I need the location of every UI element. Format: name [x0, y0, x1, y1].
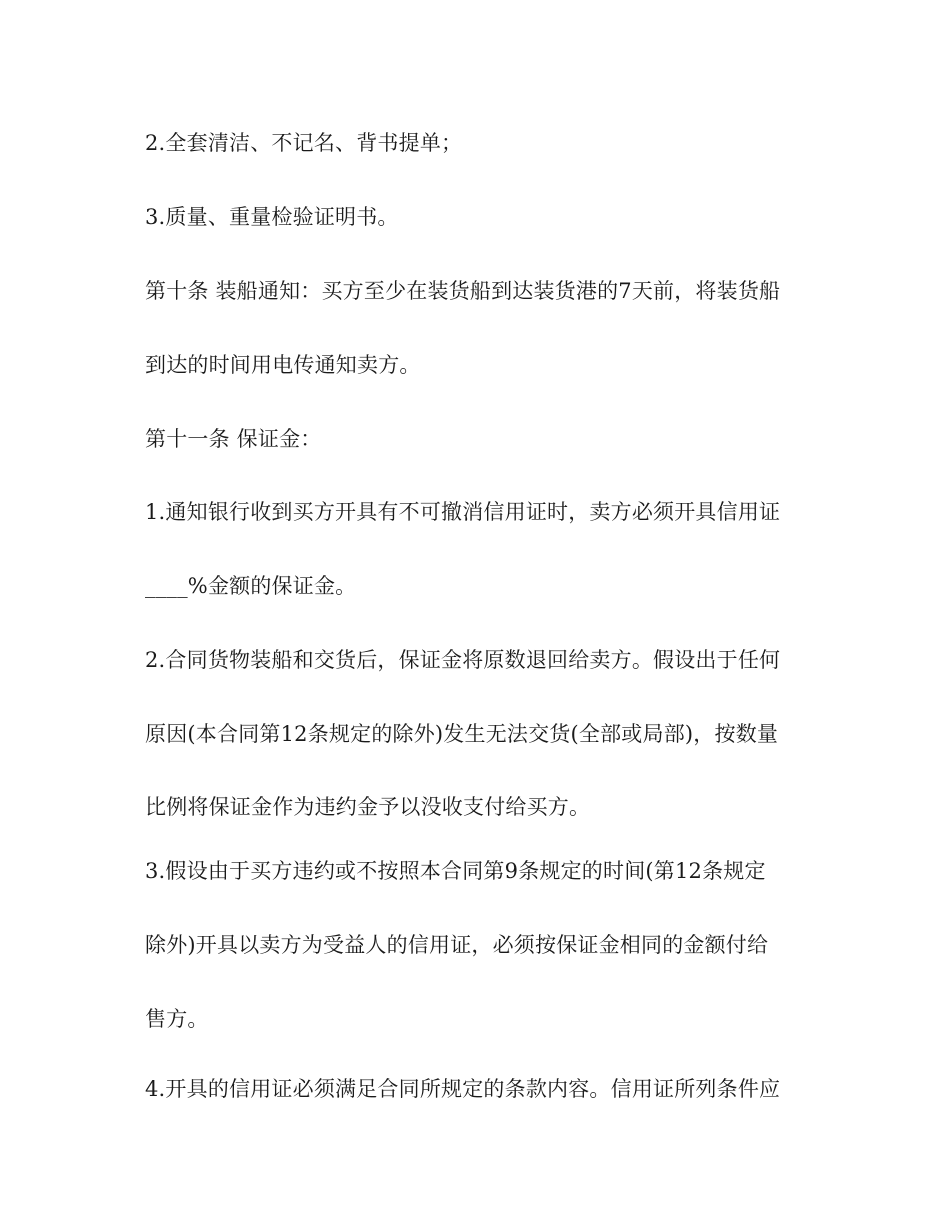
text-line: 比例将保证金作为违约金予以没收支付给买方。	[145, 795, 591, 819]
text-line: 除外)开具以卖方为受益人的信用证，必须按保证金相同的金额付给	[145, 933, 769, 957]
text-line: 原因(本合同第12条规定的除外)发生无法交货(全部或局部)，按数量	[145, 722, 779, 746]
text-line: 3.假设由于买方违约或不按照本合同第9条规定的时间(第12条规定	[145, 859, 766, 883]
text-line: 2.全套清洁、不记名、背书提单；	[145, 131, 463, 155]
text-line: 到达的时间用电传通知卖方。	[145, 353, 421, 377]
text-line: 售方。	[145, 1007, 209, 1031]
text-line: 4.开具的信用证必须满足合同所规定的条款内容。信用证所列条件应	[145, 1077, 781, 1101]
text-line: 2.合同货物装船和交货后，保证金将原数退回给卖方。假设出于任何	[145, 648, 781, 672]
text-line: ____%金额的保证金。	[145, 574, 357, 598]
text-line: 1.通知银行收到买方开具有不可撤消信用证时，卖方必须开具信用证	[145, 500, 781, 524]
text-line: 第十一条 保证金：	[145, 427, 322, 451]
text-line: 3.质量、重量检验证明书。	[145, 205, 399, 229]
text-line: 第十条 装船通知：买方至少在装货船到达装货港的7天前，将装货船	[145, 279, 781, 303]
